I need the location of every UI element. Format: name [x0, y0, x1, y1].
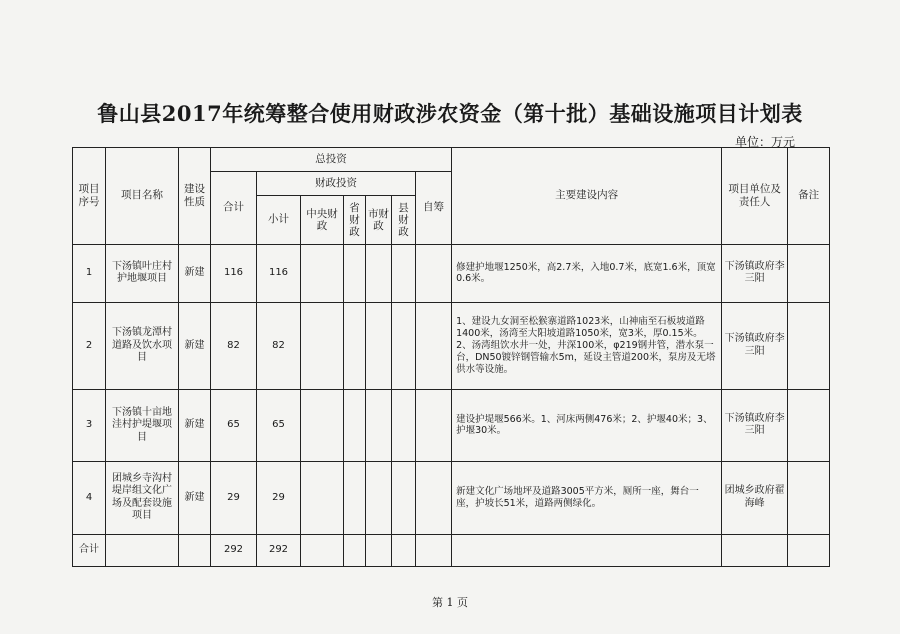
row-subtotal: 29 — [257, 462, 301, 535]
row-name: 下汤镇叶庄村护地堰项目 — [106, 244, 179, 302]
row-content: 建设护堤堰566米。1、河床两侧476米；2、护堰40米；3、护堰30米。 — [452, 389, 722, 462]
summary-empty-name — [106, 534, 179, 566]
row-total: 29 — [211, 462, 257, 535]
row-self-raised — [416, 244, 452, 302]
row-name: 下汤镇十亩地洼村护堤堰项目 — [106, 389, 179, 462]
summary-total: 292 — [211, 534, 257, 566]
summary-empty-city — [366, 534, 392, 566]
row-unit-person: 下汤镇政府李三阳 — [722, 303, 788, 390]
row-central — [301, 462, 344, 535]
row-remarks — [788, 462, 830, 535]
row-nature: 新建 — [179, 389, 211, 462]
page-title: 鲁山县2017年统筹整合使用财政涉农资金（第十批）基础设施项目计划表 — [97, 101, 803, 126]
summary-empty-content — [452, 534, 722, 566]
row-central — [301, 244, 344, 302]
row-seq: 1 — [73, 244, 106, 302]
row-self-raised — [416, 303, 452, 390]
header-total-investment: 总投资 — [211, 148, 452, 172]
row-city — [366, 389, 392, 462]
unit-label: 单位：万元 — [735, 135, 796, 149]
row-subtotal: 82 — [257, 303, 301, 390]
page-number: 第 1 页 — [432, 596, 468, 609]
row-name: 下汤镇龙潭村道路及饮水项目 — [106, 303, 179, 390]
row-city — [366, 462, 392, 535]
header-county: 县财政 — [392, 196, 416, 244]
table-row — [73, 303, 830, 390]
row-remarks — [788, 389, 830, 462]
header-remarks: 备注 — [788, 148, 830, 245]
summary-row — [73, 534, 830, 566]
row-total: 65 — [211, 389, 257, 462]
header-central: 中央财政 — [301, 196, 344, 244]
summary-empty-provincial — [344, 534, 366, 566]
header-subtotal: 小计 — [257, 196, 301, 244]
row-remarks — [788, 303, 830, 390]
row-nature: 新建 — [179, 462, 211, 535]
row-provincial — [344, 303, 366, 390]
summary-empty-self — [416, 534, 452, 566]
header-self-raised: 自筹 — [416, 172, 452, 245]
summary-empty-remarks — [788, 534, 830, 566]
row-county — [392, 389, 416, 462]
row-seq: 2 — [73, 303, 106, 390]
row-content: 新建文化广场地坪及道路3005平方米，厕所一座，舞台一座，护坡长51米，道路两侧绿化。 — [452, 462, 722, 535]
row-total: 82 — [211, 303, 257, 390]
summary-empty-county — [392, 534, 416, 566]
summary-empty-unit — [722, 534, 788, 566]
row-seq: 3 — [73, 389, 106, 462]
row-unit-person: 下汤镇政府李三阳 — [722, 389, 788, 462]
row-self-raised — [416, 389, 452, 462]
row-city — [366, 244, 392, 302]
summary-empty-central — [301, 534, 344, 566]
row-provincial — [344, 244, 366, 302]
header-total: 合计 — [211, 172, 257, 245]
table-row — [73, 462, 830, 535]
row-county — [392, 462, 416, 535]
header-name: 项目名称 — [106, 148, 179, 245]
row-nature: 新建 — [179, 244, 211, 302]
header-seq: 项目序号 — [73, 148, 106, 245]
row-unit-person: 下汤镇政府李三阳 — [722, 244, 788, 302]
row-self-raised — [416, 462, 452, 535]
header-content: 主要建设内容 — [452, 148, 722, 245]
summary-label: 合计 — [73, 534, 106, 566]
row-total: 116 — [211, 244, 257, 302]
header-nature: 建设性质 — [179, 148, 211, 245]
row-remarks — [788, 244, 830, 302]
table-row — [73, 244, 830, 302]
row-content: 1、建设九女洞至松猴寨道路1023米，山神庙至石板坡道路1400米，汤湾至大阳坡道路1050米，宽3米，厚0.15米。2、汤湾组饮水井一处，井深100米，φ219钢井管，潜水泵一台，DN50镀锌钢管输水5m，延设主管道200米，泵房及无塔供水等设施。 — [452, 303, 722, 390]
header-city: 市财政 — [366, 196, 392, 244]
row-county — [392, 244, 416, 302]
row-unit-person: 团城乡政府翟海峰 — [722, 462, 788, 535]
summary-empty-nature — [179, 534, 211, 566]
row-seq: 4 — [73, 462, 106, 535]
row-nature: 新建 — [179, 303, 211, 390]
row-central — [301, 389, 344, 462]
row-provincial — [344, 462, 366, 535]
header-fiscal: 财政投资 — [257, 172, 416, 196]
row-content: 修建护地堰1250米，高2.7米，入地0.7米，底宽1.6米，顶宽0.6米。 — [452, 244, 722, 302]
header-unit-person: 项目单位及责任人 — [722, 148, 788, 245]
row-name: 团城乡寺沟村堤岸组文化广场及配套设施项目 — [106, 462, 179, 535]
row-central — [301, 303, 344, 390]
plan-table — [72, 147, 830, 567]
row-county — [392, 303, 416, 390]
header-provincial: 省财政 — [344, 196, 366, 244]
row-subtotal: 65 — [257, 389, 301, 462]
summary-subtotal: 292 — [257, 534, 301, 566]
row-subtotal: 116 — [257, 244, 301, 302]
table-row — [73, 389, 830, 462]
row-provincial — [344, 389, 366, 462]
row-city — [366, 303, 392, 390]
